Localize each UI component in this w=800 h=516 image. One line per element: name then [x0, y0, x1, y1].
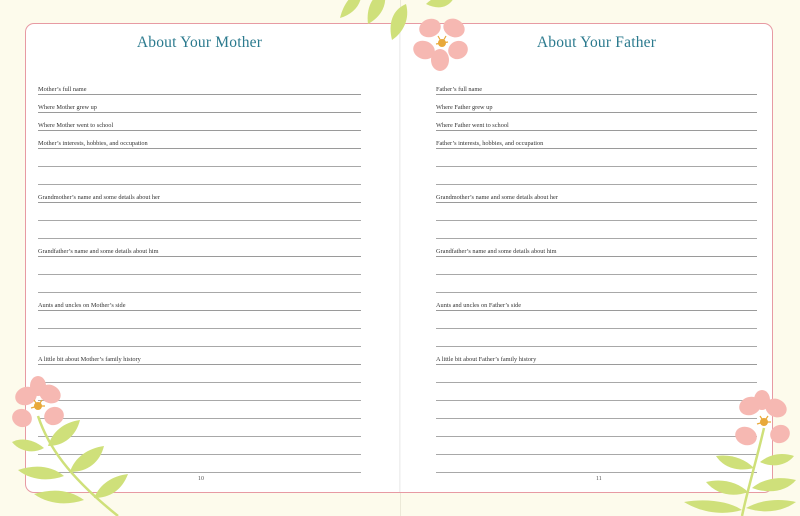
leaf-icon: [12, 420, 128, 503]
field-label: Where Father went to school: [436, 122, 509, 129]
blank-writing-line: [38, 167, 361, 185]
form-line: [436, 113, 757, 131]
field-label: Where Mother went to school: [38, 122, 114, 129]
blank-writing-line: [436, 275, 757, 293]
field-label: A little bit about Mother’s family history: [38, 356, 141, 363]
page-number-left: 10: [198, 476, 204, 482]
form-line: [436, 185, 757, 203]
form-line: [436, 239, 757, 257]
form-line: [38, 239, 361, 257]
field-label: A little bit about Father’s family history: [436, 356, 537, 363]
field-label: Grandfather’s name and some details about him: [436, 248, 557, 255]
field-label: Grandmother’s name and some details about her: [436, 194, 558, 201]
blank-writing-line: [436, 365, 757, 383]
field-label: Aunts and uncles on Father’s side: [436, 302, 522, 309]
blank-writing-line: [436, 221, 757, 239]
form-line: [38, 347, 361, 365]
book-gutter: [399, 24, 401, 492]
blank-writing-line: [38, 203, 361, 221]
page-number-right: 11: [596, 476, 602, 482]
form-line: [436, 293, 757, 311]
form-line: [436, 131, 757, 149]
field-label: Grandmother’s name and some details about her: [38, 194, 160, 201]
blank-writing-line: [436, 203, 757, 221]
blank-writing-line: [436, 311, 757, 329]
form-line: [38, 131, 361, 149]
form-line: [38, 95, 361, 113]
form-line: [38, 293, 361, 311]
bottom-right-floral-icon: [682, 392, 800, 516]
field-label: Where Father grew up: [436, 104, 493, 111]
form-line: [436, 95, 757, 113]
field-label: Mother’s full name: [38, 86, 87, 93]
form-line: [436, 77, 757, 95]
form-line: [38, 185, 361, 203]
field-label: Where Mother grew up: [38, 104, 97, 111]
blank-writing-line: [436, 257, 757, 275]
page-title-mother: About Your Mother: [136, 34, 263, 51]
blank-writing-line: [38, 257, 361, 275]
blank-writing-line: [38, 275, 361, 293]
form-line: [436, 347, 757, 365]
field-label: Grandfather’s name and some details about him: [38, 248, 159, 255]
blank-writing-line: [436, 167, 757, 185]
blank-writing-line: [38, 149, 361, 167]
field-label: Mother’s interests, hobbies, and occupation: [38, 140, 148, 147]
form-line: [38, 77, 361, 95]
field-label: Father’s full name: [436, 86, 483, 93]
blank-writing-line: [38, 221, 361, 239]
bottom-left-floral-icon: [8, 376, 138, 516]
flower-icon: [408, 14, 474, 74]
blank-writing-line: [436, 329, 757, 347]
leaf-icon: [684, 454, 796, 513]
page-title-father: About Your Father: [536, 34, 657, 51]
blank-writing-line: [436, 149, 757, 167]
blank-writing-line: [38, 311, 361, 329]
field-label: Aunts and uncles on Mother’s side: [38, 302, 126, 309]
form-line: [38, 113, 361, 131]
field-label: Father’s interests, hobbies, and occupation: [436, 140, 544, 147]
blank-writing-line: [38, 329, 361, 347]
